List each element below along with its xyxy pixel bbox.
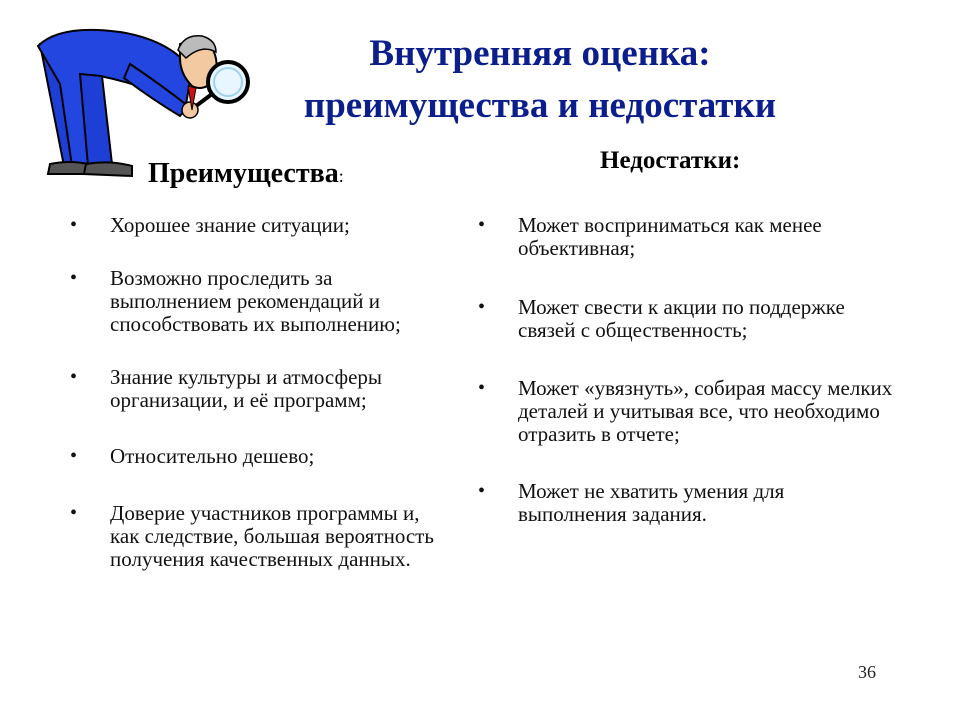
list-item: • Относительно дешево; (70, 445, 440, 468)
advantages-heading-colon: : (338, 166, 344, 186)
advantages-heading-text: Преимущества (148, 158, 339, 189)
page-number: 36 (858, 662, 876, 682)
list-item: • Может «увязнуть», собирая массу мелких деталей и учитывая все, что необходимо отразить в отчете; (478, 377, 898, 446)
list-item: • Знание культуры и атмосферы организации, и её программ; (70, 366, 440, 412)
list-item: • Доверие участников программы и, как следствие, большая вероятность получения качественных данных. (70, 502, 440, 571)
slide-title-line-2: преимущества и недостатки (303, 85, 777, 126)
disadvantages-heading: Недостатки: (600, 147, 741, 174)
advantages-list (70, 214, 440, 571)
list-item: • Может восприниматься как менее объективная; (478, 214, 898, 260)
list-item: • Возможно проследить за выполнением рекомендаций и способствовать их выполнению; (70, 267, 440, 336)
slide-title-line-1: Внутренняя оценка: (369, 33, 711, 74)
disadvantages-list (478, 214, 898, 526)
advantages-heading (148, 158, 344, 190)
slide-title (270, 28, 810, 132)
list-item: • Хорошее знание ситуации; (70, 214, 440, 237)
list-item: • Может свести к акции по поддержке связей с общественность; (478, 296, 898, 342)
list-item: • Может не хватить умения для выполнения задания. (478, 480, 898, 526)
